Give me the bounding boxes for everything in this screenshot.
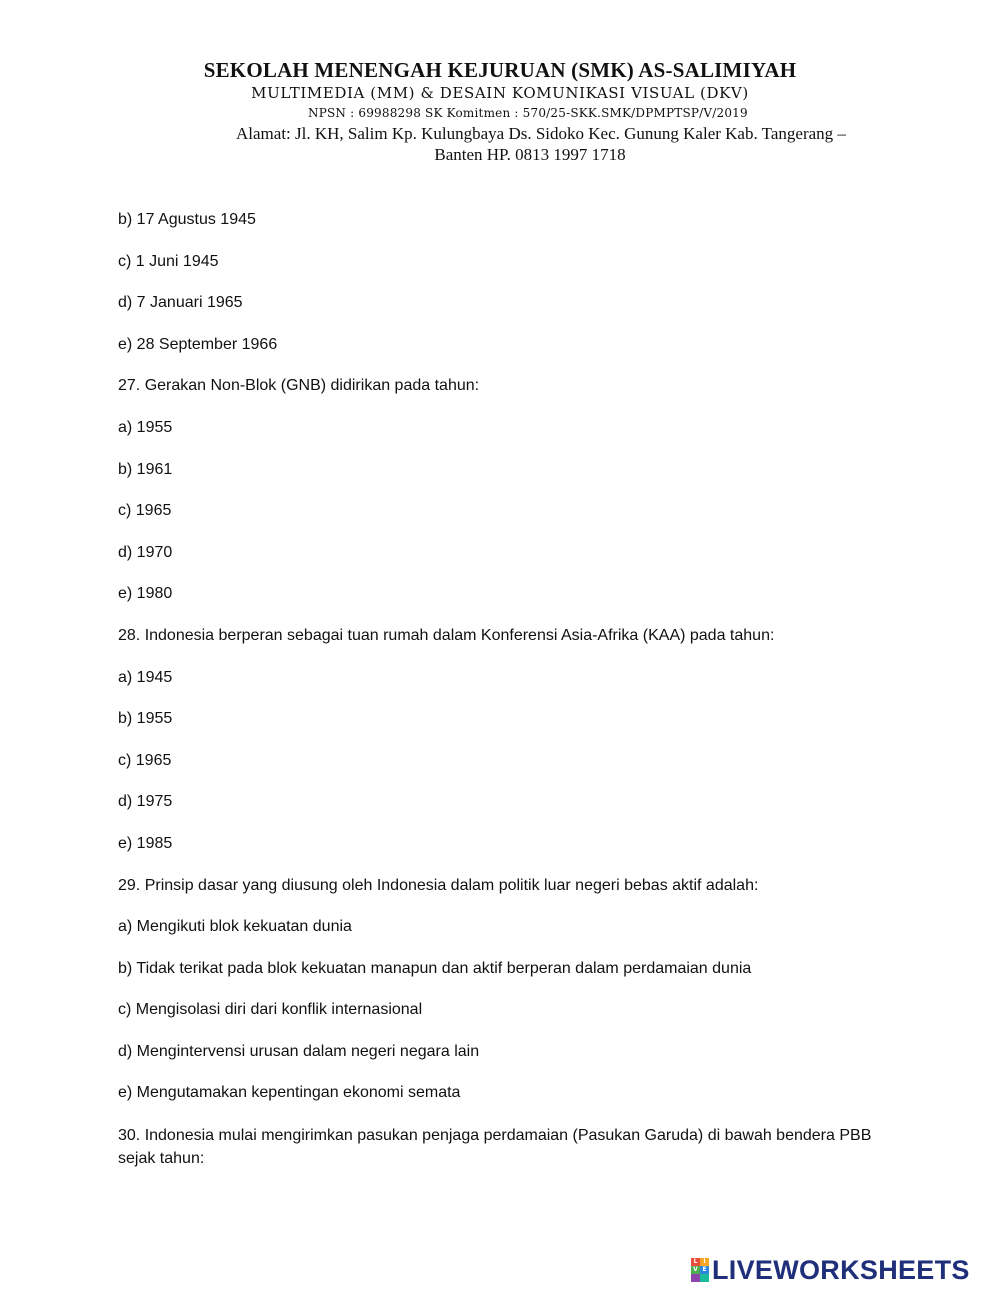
option-line: c) Mengisolasi diri dari konflik internasional bbox=[118, 1001, 423, 1019]
question-line: 28. Indonesia berperan sebagai tuan rumah dalam Konferensi Asia-Afrika (KAA) pada tahun: bbox=[118, 626, 775, 644]
option-line: d) 7 Januari 1965 bbox=[118, 294, 243, 312]
option-line: e) Mengutamakan kepentingan ekonomi semata bbox=[118, 1084, 461, 1102]
option-line: b) 1955 bbox=[118, 710, 173, 728]
address-line-1: Alamat: Jl. KH, Salim Kp. Kulungbaya Ds. Sidoko Kec. Gunung Kaler Kab. Tangerang – bbox=[236, 124, 846, 143]
option-line: e) 28 September 1966 bbox=[118, 335, 278, 353]
logo-tile bbox=[700, 1274, 709, 1282]
option-line: d) 1970 bbox=[118, 543, 173, 561]
option-line: e) 1985 bbox=[118, 834, 173, 852]
option-line: a) Mengikuti blok kekuatan dunia bbox=[118, 918, 352, 936]
option-line: e) 1980 bbox=[118, 585, 173, 603]
liveworksheets-wordmark: LIVEWORKSHEETS bbox=[712, 1254, 970, 1285]
logo-letter: V bbox=[691, 1266, 700, 1274]
option-line: a) 1945 bbox=[118, 668, 173, 686]
option-line: d) Mengintervensi urusan dalam negeri negara lain bbox=[118, 1042, 480, 1060]
option-line: c) 1 Juni 1945 bbox=[118, 252, 219, 270]
npsn-line: NPSN : 69988298 SK Komitmen : 570/25-SKK.SMK/DPMPTSP/V/2019 bbox=[308, 106, 748, 120]
option-line: b) 17 Agustus 1945 bbox=[118, 211, 256, 228]
question-line: 27. Gerakan Non-Blok (GNB) didirikan pada tahun: bbox=[118, 377, 480, 395]
logo-letter: E bbox=[700, 1266, 709, 1274]
option-line: c) 1965 bbox=[118, 751, 172, 769]
school-name: SEKOLAH MENENGAH KEJURUAN (SMK) AS-SALIMIYAH bbox=[203, 58, 797, 82]
program-name: MULTIMEDIA (MM) & DESAIN KOMUNIKASI VISUAL (DKV) bbox=[251, 84, 749, 102]
option-line: b) Tidak terikat pada blok kekuatan manapun dan aktif berperan dalam perdamaian dunia bbox=[118, 959, 752, 977]
liveworksheets-logo[interactable] bbox=[691, 1255, 970, 1285]
option-line: d) 1975 bbox=[118, 793, 173, 811]
question-line: 29. Prinsip dasar yang diusung oleh Indonesia dalam politik luar negeri bebas aktif adalah: bbox=[118, 876, 759, 894]
option-line: a) 1955 bbox=[118, 418, 173, 436]
logo-letter: I bbox=[700, 1258, 709, 1266]
worksheet-content bbox=[118, 210, 898, 1170]
logo-tile bbox=[691, 1274, 700, 1282]
address-line-2: Banten HP. 0813 1997 1718 bbox=[434, 145, 626, 164]
option-line: b) 1961 bbox=[118, 460, 173, 478]
option-line: c) 1965 bbox=[118, 502, 172, 520]
question-line: 30. Indonesia mulai mengirimkan pasukan penjaga perdamaian (Pasukan Garuda) di bawah bendera PBB sejak tahun: bbox=[118, 1127, 872, 1168]
liveworksheets-logo-icon bbox=[691, 1258, 709, 1282]
logo-letter: L bbox=[691, 1258, 700, 1266]
